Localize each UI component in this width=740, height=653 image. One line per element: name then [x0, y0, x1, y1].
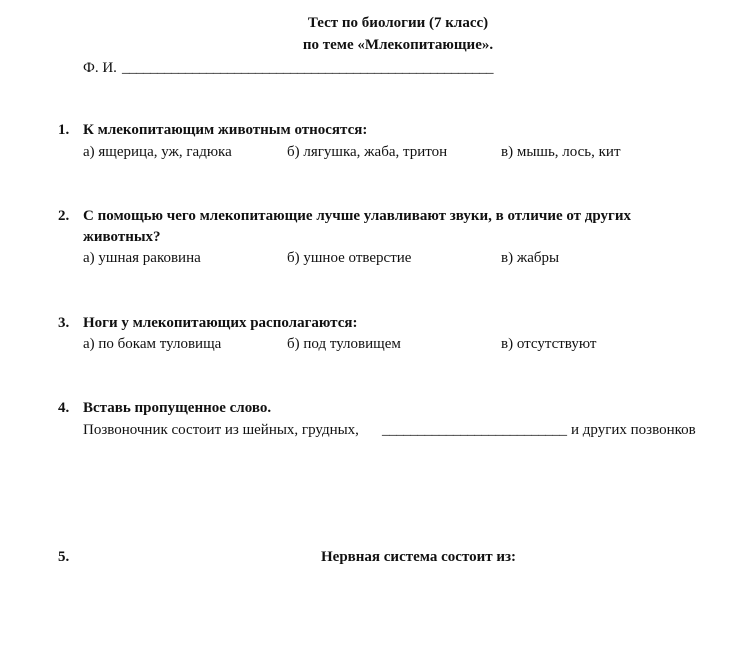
question-1-text: К млекопитающим животным относятся: — [83, 122, 368, 138]
question-2-option-b: б) ушное отверстие — [287, 250, 412, 266]
name-blank: _____________________________________________________ — [122, 60, 493, 76]
question-1-number: 1. — [58, 122, 70, 138]
question-1-option-c: в) мышь, лось, кит — [501, 144, 621, 160]
question-2-text-line1: С помощью чего млекопитающие лучше улавливают звуки, в отличие от других — [83, 208, 631, 224]
question-2-number: 2. — [58, 208, 70, 224]
question-3-option-b: б) под туловищем — [287, 336, 401, 352]
question-3-text: Ноги у млекопитающих располагаются: — [83, 315, 358, 331]
question-3-option-c: в) отсутствуют — [501, 336, 597, 352]
question-5-number: 5. — [58, 549, 70, 565]
name-label: Ф. И. — [83, 60, 117, 76]
question-4-blank: __________________________ — [382, 422, 567, 438]
question-2-option-c: в) жабры — [501, 250, 560, 266]
page-subtitle: по теме «Млекопитающие». — [302, 37, 494, 53]
question-1-option-a: а) ящерица, уж, гадюка — [83, 144, 232, 160]
question-1-option-b: б) лягушка, жаба, тритон — [287, 144, 448, 160]
question-4-sentence-before: Позвоночник состоит из шейных, грудных, — [83, 422, 359, 438]
question-5-text: Нервная система состоит из: — [321, 549, 517, 565]
question-4-text: Вставь пропущенное слово. — [83, 400, 272, 416]
question-4-sentence-after: и других позвонков — [571, 422, 696, 438]
question-3-number: 3. — [58, 315, 70, 331]
question-2-text-line2: животных? — [83, 229, 161, 245]
question-3-option-a: а) по бокам туловища — [83, 336, 222, 352]
page-title: Тест по биологии (7 класс) — [307, 15, 489, 31]
question-2-option-a: а) ушная раковина — [83, 250, 201, 266]
question-4-number: 4. — [58, 400, 70, 416]
